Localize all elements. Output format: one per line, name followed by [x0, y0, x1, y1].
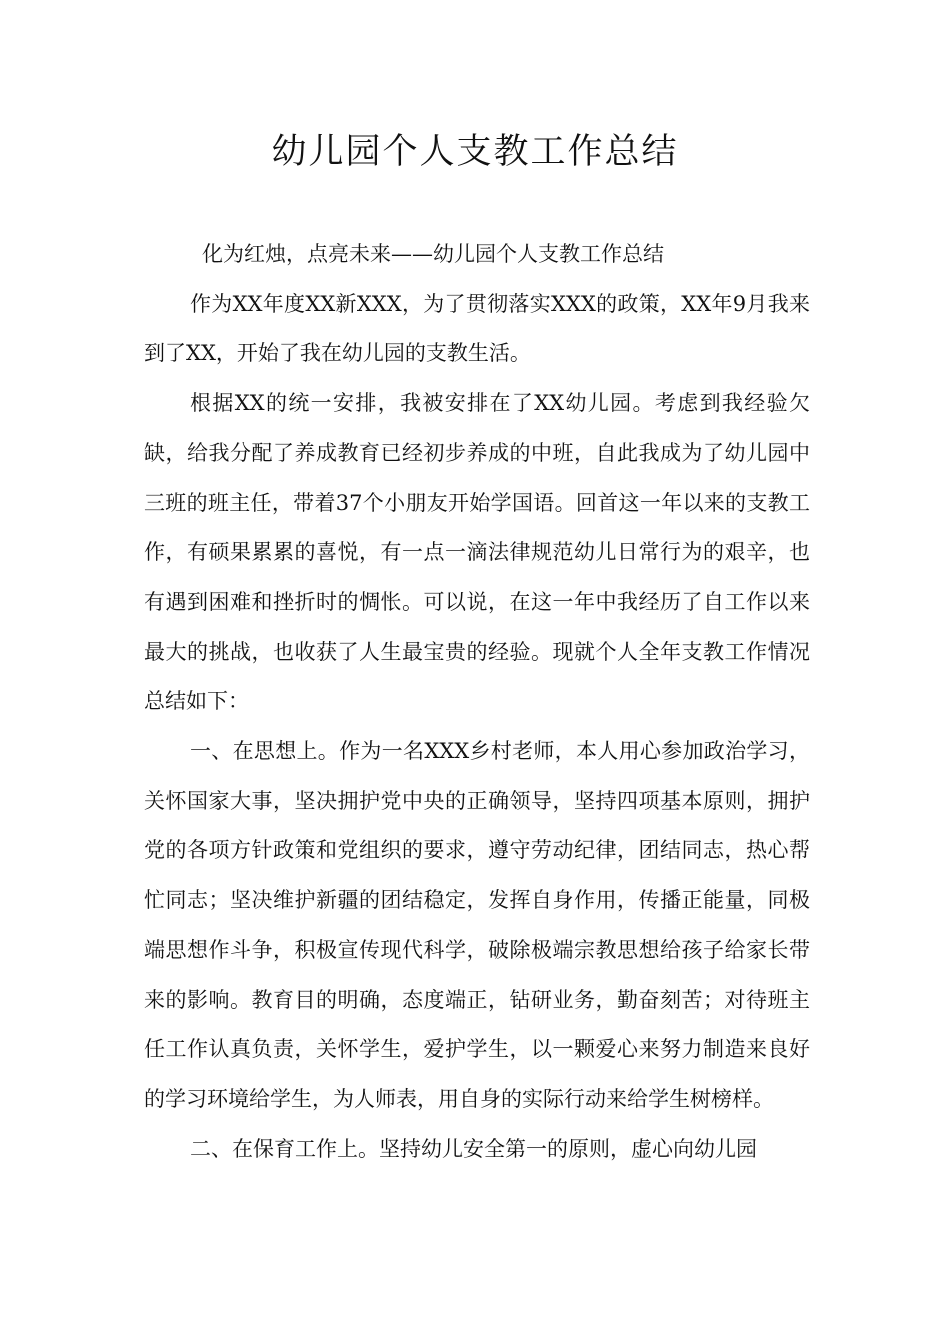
- body-paragraph: 一、在思想上。作为一名XXX乡村老师，本人用心参加政治学习，关怀国家大事，坚决拥护党中央的正确领导，坚持四项基本原则，拥护党的各项方针政策和党组织的要求，遵守劳动纪律，团结同志，热心帮忙同志；坚决维护新疆的团结稳定，发挥自身作用，传播正能量，同极端思想作斗争，积极宣传现代科学，破除极端宗教思想给孩子给家长带来的影响。教育目的明确，态度端正，钻研业务，勤奋刻苦；对待班主任工作认真负责，关怀学生，爱护学生，以一颗爱心来努力制造来良好的学习环境给学生，为人师表，用自身的实际行动来给学生树榜样。: [144, 739, 810, 1111]
- subtitle-paragraph: 化为红烛，点亮未来——幼儿园个人支教工作总结: [202, 242, 664, 266]
- body-paragraph: 作为XX年度XX新XXX，为了贯彻落实XXX的政策，XX年9月我来到了XX，开始了我在幼儿园的支教生活。: [144, 291, 810, 366]
- document-title: 幼儿园个人支教工作总结: [271, 132, 679, 172]
- body-paragraph: 根据XX的统一安排，我被安排在了XX幼儿园。考虑到我经验欠缺，给我分配了养成教育已经初步养成的中班，自此我成为了幼儿园中三班的班主任，带着37个小朋友开始学国语。回首这一年以来的支教工作，有硕果累累的喜悦，有一点一滴法律规范幼儿日常行为的艰辛，也有遇到困难和挫折时的惆怅。可以说，在这一年中我经历了自工作以来最大的挑战，也收获了人生最宝贵的经验。现就个人全年支教工作情况总结如下：: [144, 391, 810, 714]
- body-paragraph: 二、在保育工作上。坚持幼儿安全第一的原则，虚心向幼儿园: [190, 1136, 757, 1161]
- document-body: [144, 230, 810, 1174]
